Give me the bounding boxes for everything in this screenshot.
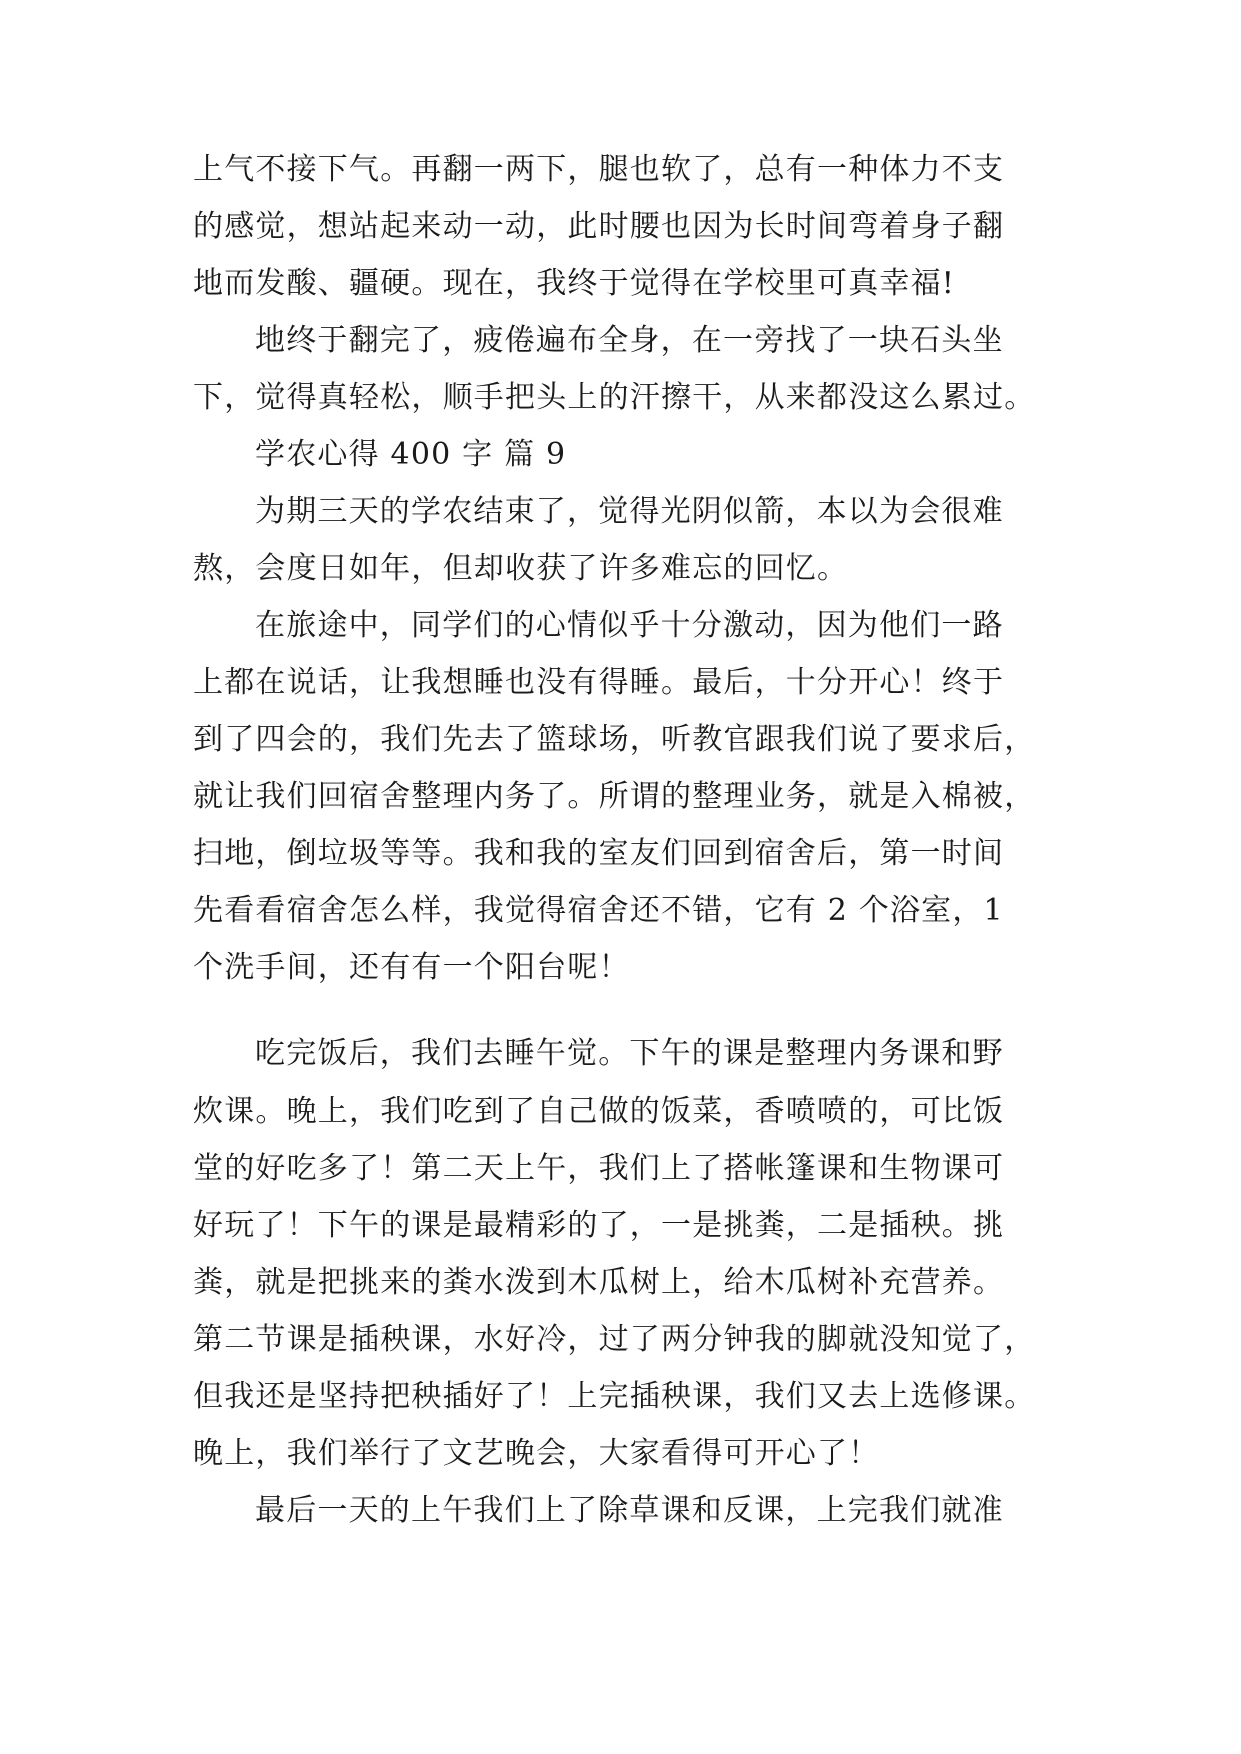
text-line: 熬，会度日如年，但却收获了许多难忘的回忆。 <box>193 551 849 586</box>
text-line: 个洗手间，还有有一个阳台呢！ <box>193 950 630 985</box>
section-heading: 学农心得 400 字 篇 9 <box>255 437 567 472</box>
text-line: 下，觉得真轻松，顺手把头上的汗擦干，从来都没这么累过。 <box>193 380 1036 415</box>
text-line: 的感觉，想站起来动一动，此时腰也因为长时间弯着身子翻 <box>193 209 1005 244</box>
text-line: 炊课。晚上，我们吃到了自己做的饭菜，香喷喷的，可比饭 <box>193 1094 1005 1129</box>
paragraph-start-line: 在旅途中，同学们的心情似乎十分激动，因为他们一路 <box>255 608 1004 643</box>
text-line: 上气不接下气。再翻一两下，腿也软了，总有一种体力不支 <box>193 152 1005 187</box>
text-line: 到了四会的，我们先去了篮球场，听教官跟我们说了要求后， <box>193 722 1036 757</box>
text-line: 堂的好吃多了！第二天上午，我们上了搭帐篷课和生物课可 <box>193 1151 1005 1186</box>
text-line: 地而发酸、疆硬。现在，我终于觉得在学校里可真幸福! <box>193 266 956 301</box>
text-line: 先看看宿舍怎么样，我觉得宿舍还不错，它有 2 个浴室，1 <box>193 893 1004 928</box>
text-line: 扫地，倒垃圾等等。我和我的室友们回到宿舍后，第一时间 <box>193 836 1005 871</box>
paragraph-start-line: 为期三天的学农结束了，觉得光阴似箭，本以为会很难 <box>255 494 1004 529</box>
text-line: 就让我们回宿舍整理内务了。所谓的整理业务，就是入棉被， <box>193 779 1036 814</box>
text-line: 但我还是坚持把秧插好了！上完插秧课，我们又去上选修课。 <box>193 1379 1036 1414</box>
paragraph-start-line: 吃完饭后，我们去睡午觉。下午的课是整理内务课和野 <box>255 1036 1004 1071</box>
paragraph-start-line: 地终于翻完了，疲倦遍布全身，在一旁找了一块石头坐 <box>255 323 1004 358</box>
text-line: 好玩了！下午的课是最精彩的了，一是挑粪，二是插秧。挑 <box>193 1208 1005 1243</box>
text-line: 第二节课是插秧课，水好冷，过了两分钟我的脚就没知觉了， <box>193 1322 1036 1357</box>
text-line: 上都在说话，让我想睡也没有得睡。最后，十分开心！终于 <box>193 665 1005 700</box>
paragraph-start-line: 最后一天的上午我们上了除草课和反课，上完我们就准 <box>255 1493 1004 1528</box>
text-line: 粪，就是把挑来的粪水泼到木瓜树上，给木瓜树补充营养。 <box>193 1265 1005 1300</box>
text-line: 晚上，我们举行了文艺晚会，大家看得可开心了！ <box>193 1436 880 1471</box>
